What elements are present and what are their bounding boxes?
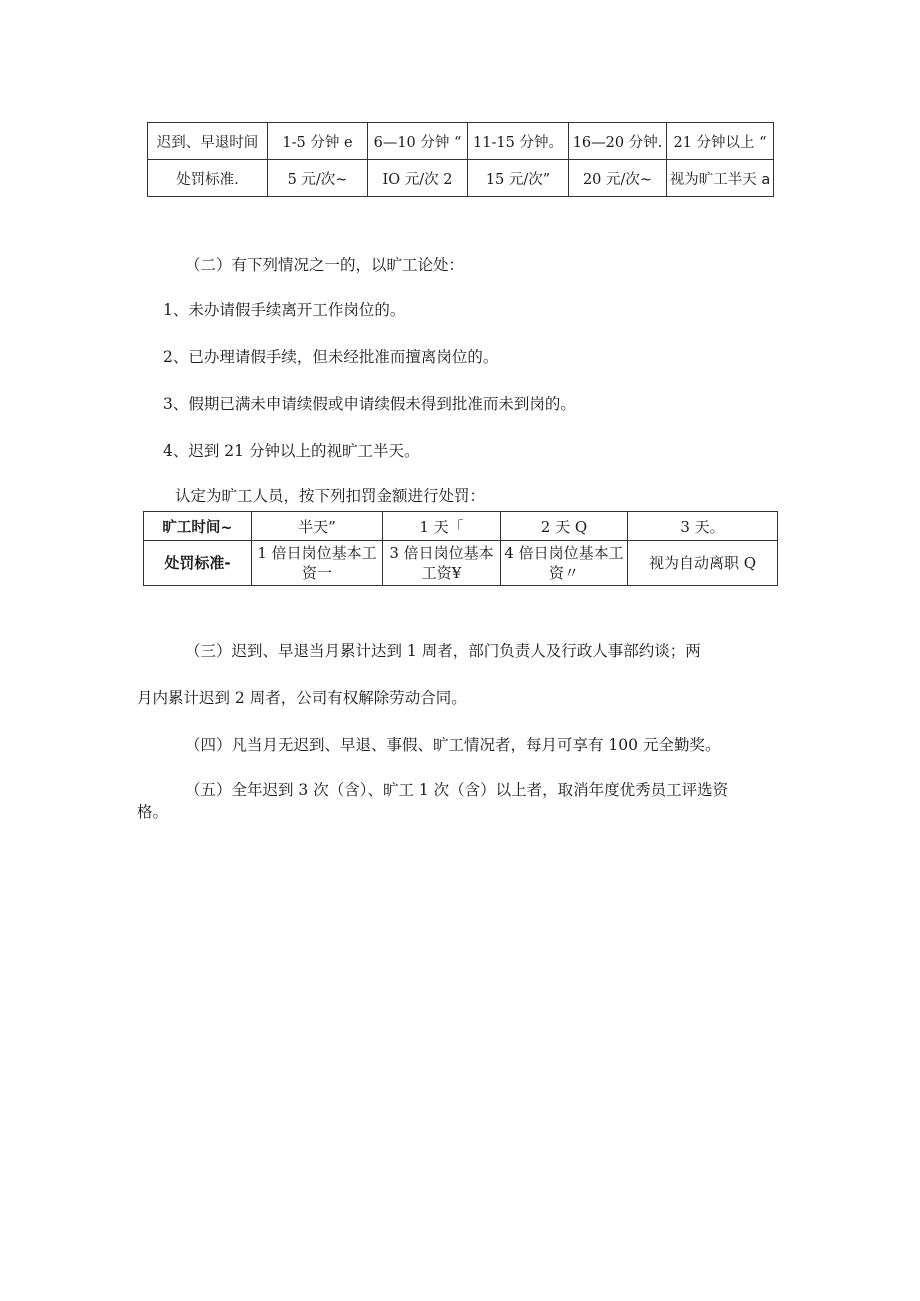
table-cell: 3 倍日岗位基本工资¥ xyxy=(383,541,501,586)
list-item: 2、已办理请假手续，但未经批准而擅离岗位的。 xyxy=(163,348,499,366)
list-item: 1、未办请假手续离开工作岗位的。 xyxy=(163,301,406,319)
section3-line1: （三）迟到、早退当月累计达到 1 周者，部门负责人及行政人事部约谈；两 xyxy=(185,642,701,660)
penalty-standard-header: 处罚标准. xyxy=(148,160,268,197)
table-cell: 16—20 分钟. xyxy=(569,123,667,160)
section2-heading: （二）有下列情况之一的，以旷工论处： xyxy=(185,256,465,274)
table-cell: 半天” xyxy=(252,512,383,541)
table-cell: 视为自动离职 Q xyxy=(628,541,778,586)
section4-text: （四）凡当月无迟到、早退、事假、旷工情况者，每月可享有 100 元全勤奖。 xyxy=(185,736,721,754)
table-cell: 1 倍日岗位基本工资一 xyxy=(252,541,383,586)
absent-penalty-table xyxy=(143,511,778,586)
table-cell: 11-15 分钟。 xyxy=(468,123,569,160)
section5-line2: 格。 xyxy=(137,803,169,821)
table-cell: 21 分钟以上 “ xyxy=(667,123,774,160)
penalty-standard-header: 处罚标准- xyxy=(144,541,252,586)
list-item: 3、假期已满未申请续假或申请续假未得到批准而未到岗的。 xyxy=(163,395,576,413)
table-row xyxy=(144,541,778,586)
table-cell: 视为旷工半天 a xyxy=(667,160,774,197)
section5-line1: （五）全年迟到 3 次（含）、旷工 1 次（含）以上者，取消年度优秀员工评选资 xyxy=(185,781,729,799)
table-cell: 6—10 分钟 “ xyxy=(368,123,468,160)
list-item: 4、迟到 21 分钟以上的视旷工半天。 xyxy=(163,442,420,460)
table-cell: 2 天 Q xyxy=(501,512,628,541)
section3-line2: 月内累计迟到 2 周者，公司有权解除劳动合同。 xyxy=(137,689,467,707)
table-row xyxy=(148,160,774,197)
table-cell: 5 元/次~ xyxy=(268,160,368,197)
table-cell: 20 元/次~ xyxy=(569,160,667,197)
table-cell: 4 倍日岗位基本工资〃 xyxy=(501,541,628,586)
table-cell: 1-5 分钟 e xyxy=(268,123,368,160)
table-row xyxy=(148,123,774,160)
table-row xyxy=(144,512,778,541)
late-time-header: 迟到、早退时间 xyxy=(148,123,268,160)
table-cell: 3 天。 xyxy=(628,512,778,541)
table-cell: IO 元/次 2 xyxy=(368,160,468,197)
table-cell: 15 元/次” xyxy=(468,160,569,197)
absent-penalty-intro: 认定为旷工人员，按下列扣罚金额进行处罚： xyxy=(175,487,486,505)
late-penalty-table xyxy=(147,122,774,197)
absent-time-header: 旷工时间~ xyxy=(144,512,252,541)
table-cell: 1 天「 xyxy=(383,512,501,541)
